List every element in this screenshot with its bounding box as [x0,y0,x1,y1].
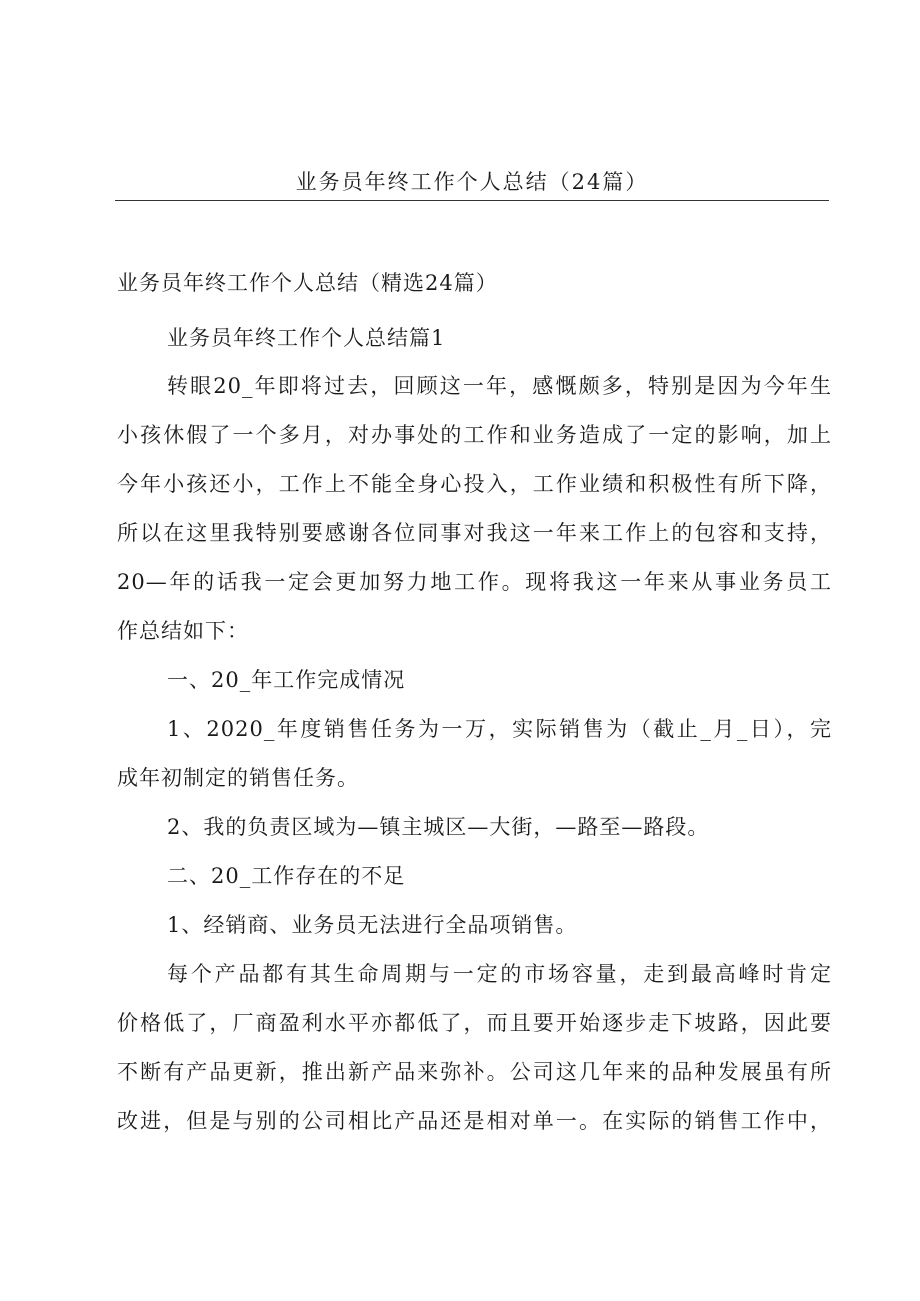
paragraph-line: 不断有产品更新，推出新产品来弥补。公司这几年来的品种发展虽有所 [117,1060,832,1084]
paragraph-line: 作总结如下： [117,619,249,643]
document-subtitle: 业务员年终工作个人总结（精选24篇） [117,271,498,295]
page-header [115,168,829,201]
list-item-line: 1、2020_年度销售任务为一万，实际销售为（截止_月_日），完 [167,717,832,741]
page-title: 业务员年终工作个人总结（24篇） [295,170,649,194]
paragraph-line: 改进，但是与别的公司相比产品还是相对单一。在实际的销售工作中， [117,1109,832,1133]
list-item-line: 成年初制定的销售任务。 [117,766,359,790]
section-heading: 业务员年终工作个人总结篇1 [167,326,446,350]
paragraph-line: 20—年的话我一定会更加努力地工作。现将我这一年来从事业务员工 [117,570,832,594]
heading-two: 二、20_工作存在的不足 [167,864,406,888]
paragraph-line: 小孩休假了一个多月，对办事处的工作和业务造成了一定的影响，加上 [117,423,832,447]
paragraph-line: 转眼20_年即将过去，回顾这一年，感慨颇多，特别是因为今年生 [167,374,832,398]
heading-one: 一、20_年工作完成情况 [167,668,406,692]
paragraph-line: 价格低了，厂商盈利水平亦都低了，而且要开始逐步走下坡路，因此要 [117,1011,832,1035]
paragraph-line: 今年小孩还小，工作上不能全身心投入，工作业绩和积极性有所下降， [117,472,832,496]
list-item: 2、我的负责区域为—镇主城区—大街，—路至—路段。 [167,815,710,839]
paragraph-line: 所以在这里我特别要感谢各位同事对我这一年来工作上的包容和支持， [117,521,832,545]
list-item: 1、经销商、业务员无法进行全品项销售。 [167,913,578,937]
paragraph-line: 每个产品都有其生命周期与一定的市场容量，走到最高峰时肯定 [167,962,832,986]
